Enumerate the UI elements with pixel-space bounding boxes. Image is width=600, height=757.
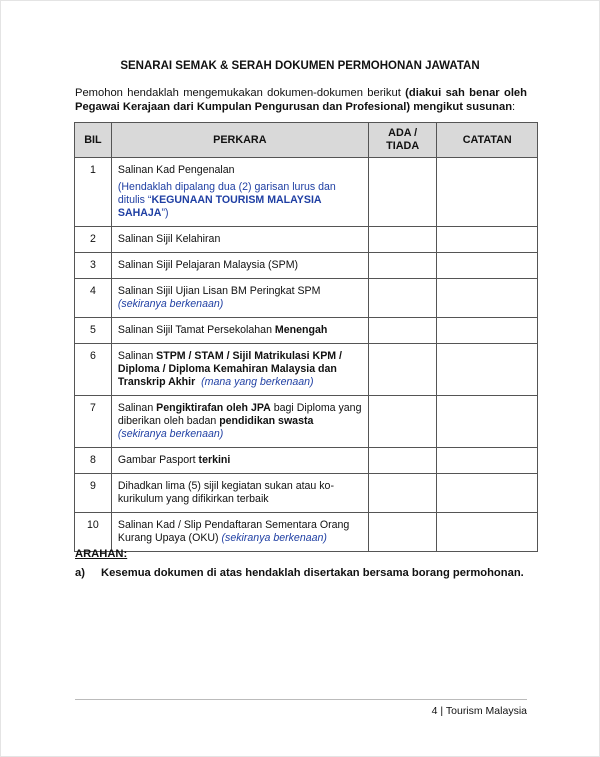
row-number: 10	[75, 513, 112, 552]
checklist-table	[74, 122, 538, 552]
row-number: 5	[75, 318, 112, 344]
row-italic-note: (mana yang berkenaan)	[201, 376, 314, 388]
table-row	[75, 227, 538, 253]
row-ada-tiada-cell[interactable]	[368, 318, 437, 344]
row-number: 3	[75, 253, 112, 279]
table-header-row	[75, 123, 538, 158]
row-text: Salinan	[117, 350, 157, 362]
row-perkara: Salinan Sijil Pelajaran Malaysia (SPM)	[111, 253, 368, 279]
row-ada-tiada-cell[interactable]	[368, 448, 437, 474]
header-ada-tiada	[368, 123, 437, 158]
row-perkara	[111, 396, 368, 448]
arahan-item-letter: a)	[75, 567, 85, 579]
intro-text-end: :	[512, 101, 516, 113]
row-catatan-cell[interactable]	[437, 513, 538, 552]
row-text: Salinan Sijil Ujian Lisan BM Peringkat SPM	[117, 285, 321, 297]
intro-bold-text: (diakui sah benar oleh Pegawai Kerajaan dari Kumpulan Pengurusan dan Profesional) mengikut susunan	[75, 87, 527, 113]
table-row	[75, 448, 538, 474]
row-ada-tiada-cell[interactable]	[368, 474, 437, 513]
table-row	[75, 396, 538, 448]
table-row	[75, 318, 538, 344]
row-italic-note: (sekiranya berkenaan)	[117, 428, 224, 440]
row-perkara: Salinan Sijil Kelahiran	[111, 227, 368, 253]
row-catatan-cell[interactable]	[437, 279, 538, 318]
row-number: 4	[75, 279, 112, 318]
arahan-item	[75, 567, 535, 579]
page-title: SENARAI SEMAK & SERAH DOKUMEN PERMOHONAN JAWATAN	[120, 60, 480, 72]
intro-text: Pemohon hendaklah mengemukakan dokumen-dokumen berikut	[75, 87, 406, 99]
row-text: Salinan Kad Pengenalan	[117, 164, 235, 176]
row-number: 7	[75, 396, 112, 448]
row-perkara	[111, 448, 368, 474]
row-perkara: Dihadkan lima (5) sijil kegiatan sukan atau ko-kurikulum yang difikirkan terbaik	[111, 474, 368, 513]
header-tiada: TIADA	[386, 140, 420, 152]
row-catatan-cell[interactable]	[437, 344, 538, 396]
header-catatan: CATATAN	[437, 123, 538, 158]
row-bold-text-2: pendidikan swasta	[219, 415, 314, 427]
row-bold-text: terkini	[198, 454, 231, 466]
row-ada-tiada-cell[interactable]	[368, 279, 437, 318]
row-text: Salinan Sijil Tamat Persekolahan	[117, 324, 275, 336]
row-note-end: ”)	[161, 207, 169, 219]
row-ada-tiada-cell[interactable]	[368, 396, 437, 448]
row-catatan-cell[interactable]	[437, 227, 538, 253]
footer-divider	[75, 699, 527, 700]
row-bold-text: Pengiktirafan oleh JPA	[156, 402, 271, 414]
row-note-bold: KEGUNAAN TOURISM MALAYSIA SAHAJA	[117, 194, 322, 219]
row-text-2: bagi Diploma yang diberikan oleh badan	[117, 402, 362, 427]
row-perkara	[111, 318, 368, 344]
table-row	[75, 513, 538, 552]
row-number: 9	[75, 474, 112, 513]
table-row	[75, 279, 538, 318]
table-row	[75, 253, 538, 279]
row-note	[118, 181, 362, 220]
header-perkara: PERKARA	[111, 123, 368, 158]
row-number: 6	[75, 344, 112, 396]
row-perkara	[111, 513, 368, 552]
table-row	[75, 344, 538, 396]
arahan-item-text: Kesemua dokumen di atas hendaklah disertakan bersama borang permohonan.	[101, 567, 524, 579]
row-bold-text: STPM / STAM / Sijil Matrikulasi KPM / Diploma / Diploma Kemahiran Malaysia dan Transkrip Akhir	[117, 350, 342, 388]
row-italic-note: (sekiranya berkenaan)	[221, 532, 327, 544]
row-ada-tiada-cell[interactable]	[368, 513, 437, 552]
row-catatan-cell[interactable]	[437, 474, 538, 513]
row-ada-tiada-cell[interactable]	[368, 227, 437, 253]
row-catatan-cell[interactable]	[437, 158, 538, 227]
row-catatan-cell[interactable]	[437, 448, 538, 474]
row-catatan-cell[interactable]	[437, 253, 538, 279]
row-ada-tiada-cell[interactable]	[368, 253, 437, 279]
header-ada: ADA /	[388, 127, 418, 139]
intro-paragraph	[75, 86, 527, 114]
row-number: 8	[75, 448, 112, 474]
row-text: Salinan	[117, 402, 157, 414]
row-ada-tiada-cell[interactable]	[368, 158, 437, 227]
row-italic-note: (sekiranya berkenaan)	[117, 298, 224, 310]
table-row	[75, 158, 538, 227]
row-number: 2	[75, 227, 112, 253]
arahan-heading: ARAHAN:	[75, 548, 128, 560]
row-catatan-cell[interactable]	[437, 396, 538, 448]
header-bil: BIL	[75, 123, 112, 158]
row-note-text: (Hendaklah dipalang dua (2) garisan lurus dan ditulis “	[117, 181, 336, 206]
row-bold-text: Menengah	[274, 324, 328, 336]
row-text: Gambar Pasport	[117, 454, 199, 466]
row-text: Salinan Kad / Slip Pendaftaran Sementara Orang Kurang Upaya (OKU)	[117, 519, 350, 544]
row-catatan-cell[interactable]	[437, 318, 538, 344]
table-row	[75, 474, 538, 513]
row-perkara	[111, 279, 368, 318]
row-perkara	[111, 158, 368, 227]
row-number: 1	[75, 158, 112, 227]
row-perkara	[111, 344, 368, 396]
page-footer: 4 | Tourism Malaysia	[431, 705, 527, 717]
row-ada-tiada-cell[interactable]	[368, 344, 437, 396]
